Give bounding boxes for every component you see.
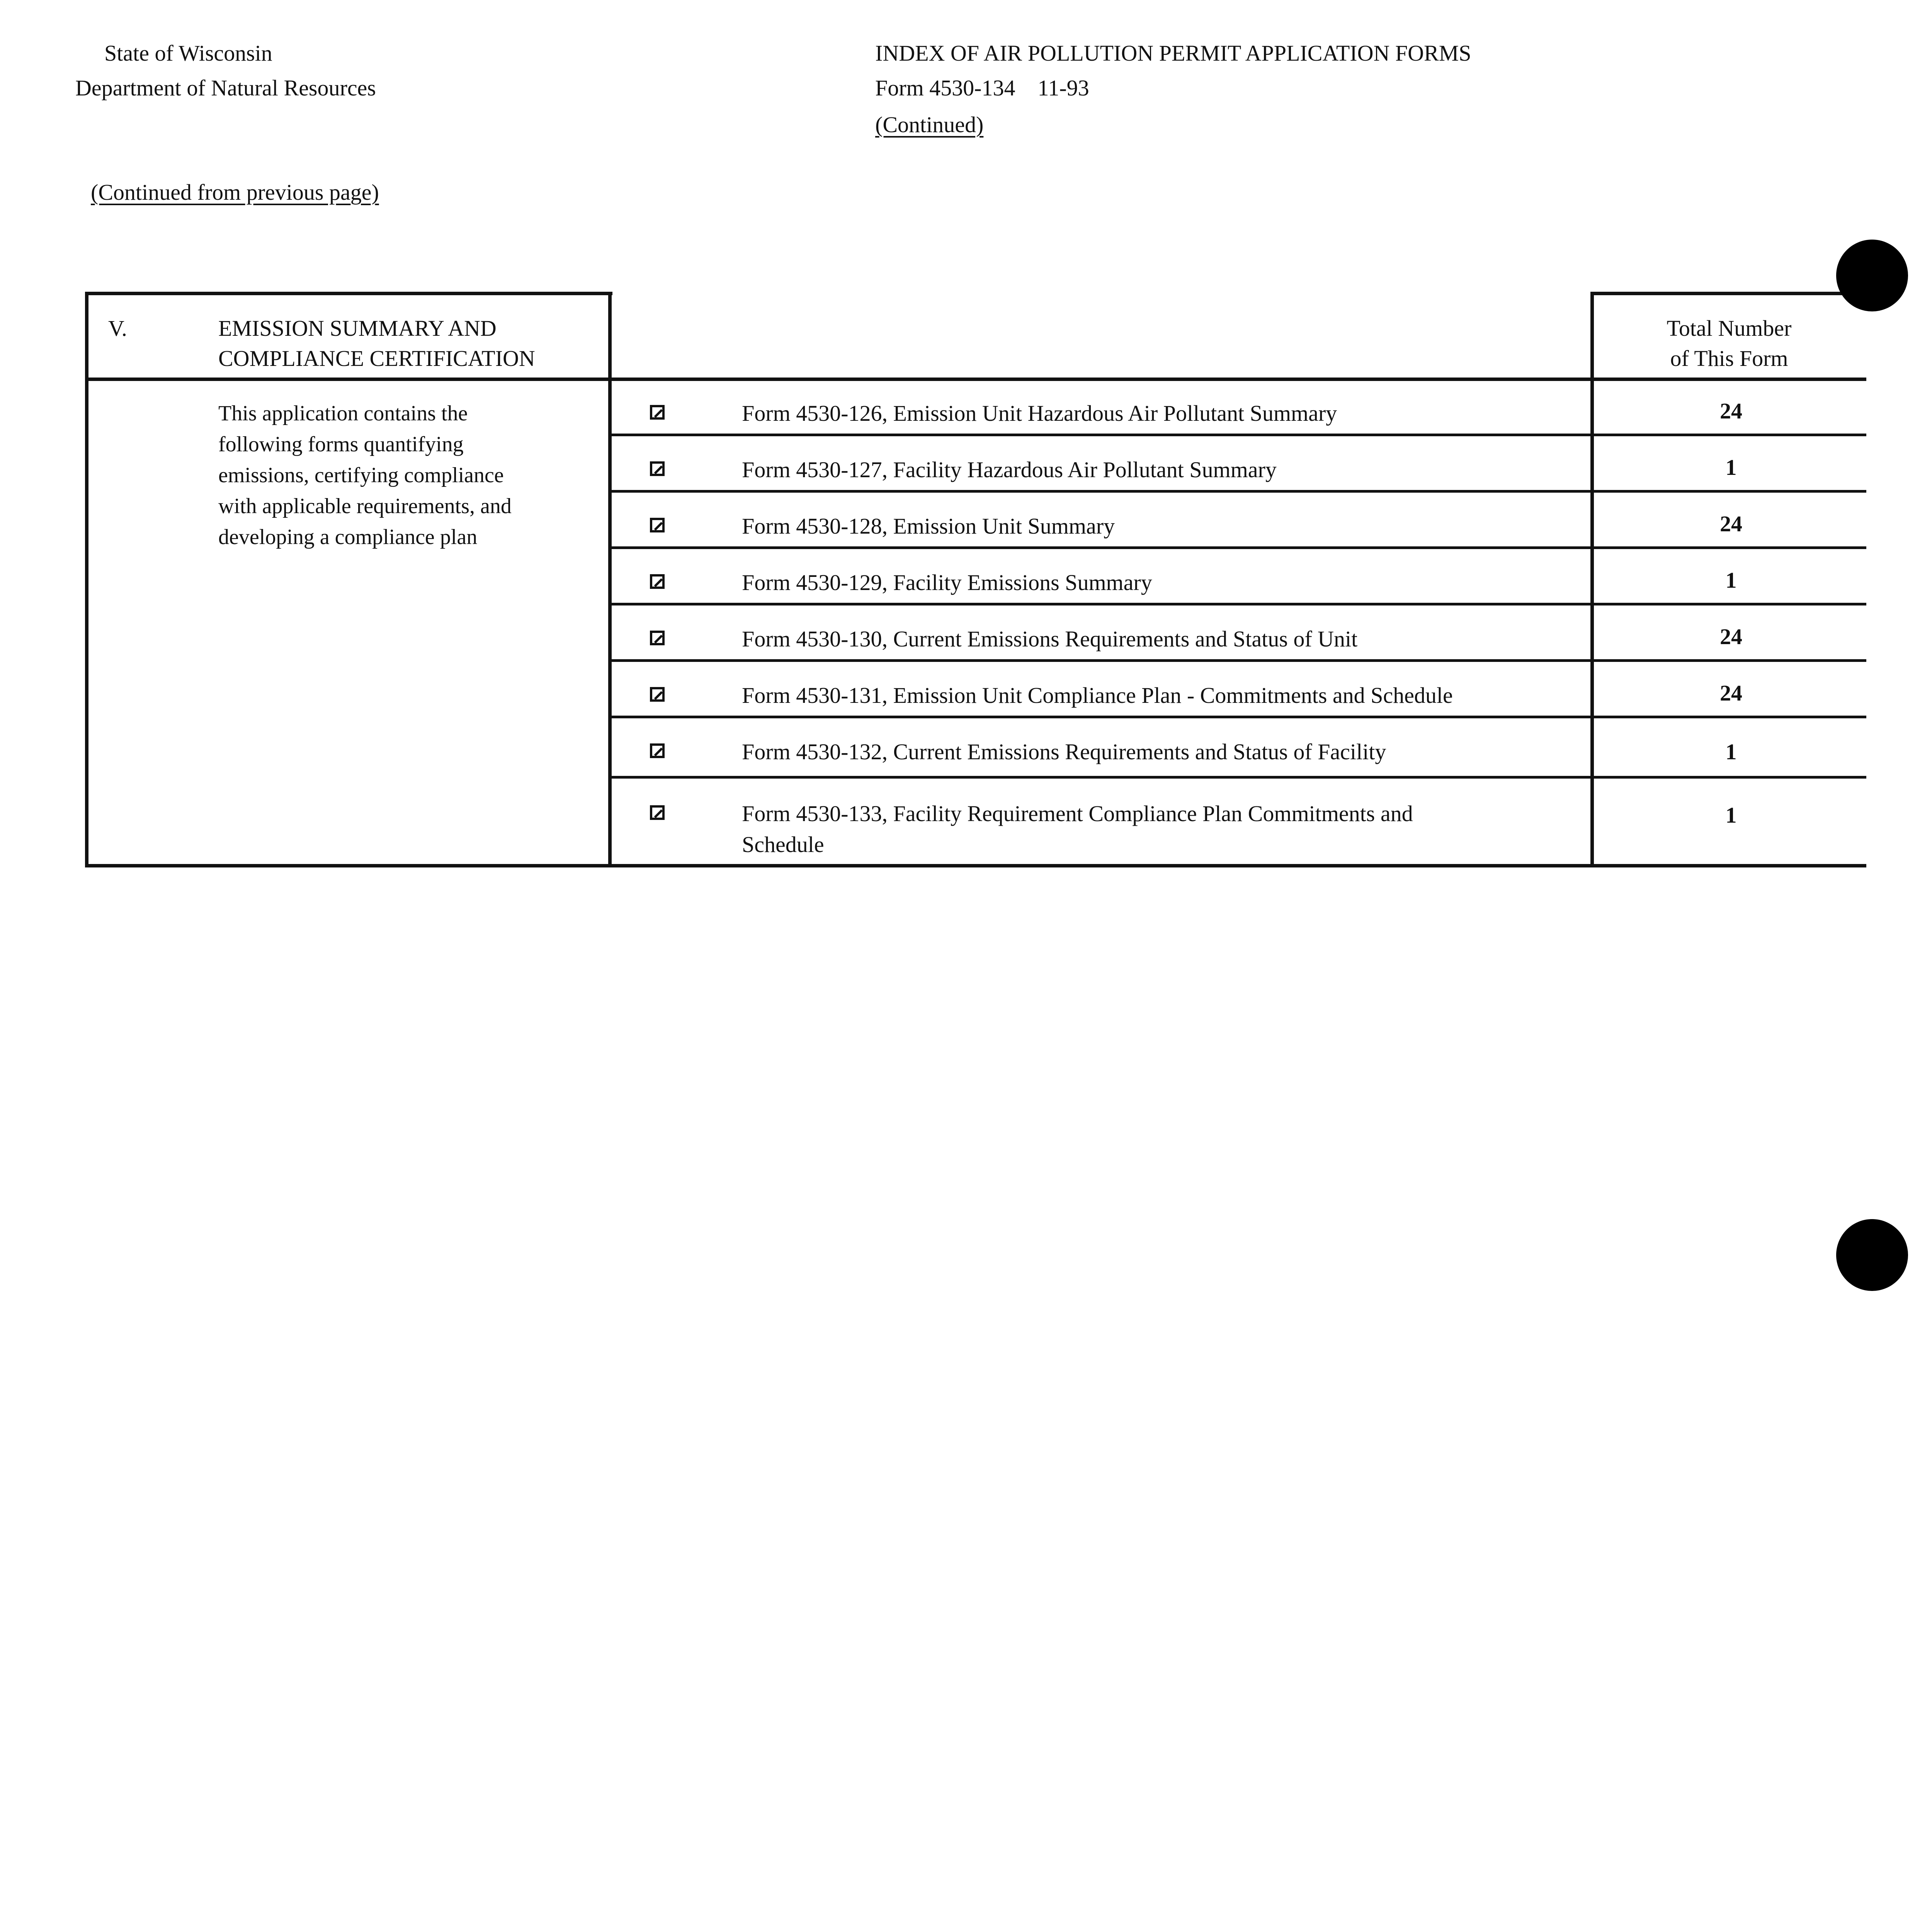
form-label: Form 4530-128, Emission Unit Summary bbox=[742, 514, 1115, 539]
checkbox-checked[interactable] bbox=[650, 687, 665, 702]
count-header-line2: of This Form bbox=[1670, 346, 1788, 371]
form-label: Form 4530-126, Emission Unit Hazardous Air Pollutant Summary bbox=[742, 401, 1337, 426]
description-line: developing a compliance plan bbox=[218, 525, 478, 549]
form-count: 1 bbox=[1725, 739, 1737, 764]
checkbox-checked[interactable] bbox=[650, 631, 665, 645]
checkbox-checked[interactable] bbox=[650, 405, 665, 420]
form-label: Form 4530-129, Facility Emissions Summary bbox=[742, 570, 1152, 595]
state-name: State of Wisconsin bbox=[104, 41, 272, 66]
form-count: 1 bbox=[1725, 568, 1737, 593]
checkbox-checked[interactable] bbox=[650, 574, 665, 589]
form-label: Form 4530-131, Emission Unit Compliance Plan - Commitments and Schedule bbox=[742, 683, 1453, 708]
document-title: INDEX OF AIR POLLUTION PERMIT APPLICATION FORMS bbox=[875, 41, 1471, 66]
section-title-line2: COMPLIANCE CERTIFICATION bbox=[218, 346, 535, 371]
binder-hole bbox=[1836, 1219, 1908, 1291]
form-count: 24 bbox=[1720, 680, 1742, 706]
section-title-line1: EMISSION SUMMARY AND bbox=[218, 316, 497, 341]
checkbox-checked[interactable] bbox=[650, 518, 665, 532]
count-header-line1: Total Number bbox=[1667, 316, 1792, 341]
form-count: 1 bbox=[1725, 803, 1737, 828]
form-count: 24 bbox=[1720, 398, 1742, 423]
form-label-continued: Schedule bbox=[742, 832, 824, 857]
form-count: 1 bbox=[1725, 455, 1737, 480]
form-number: Form 4530-134 11-93 bbox=[875, 75, 1089, 100]
form-count: 24 bbox=[1720, 624, 1742, 649]
binder-hole bbox=[1836, 240, 1908, 311]
form-label: Form 4530-127, Facility Hazardous Air Pollutant Summary bbox=[742, 457, 1277, 482]
form-label: Form 4530-132, Current Emissions Requirements and Status of Facility bbox=[742, 739, 1386, 764]
description-line: This application contains the bbox=[218, 401, 468, 425]
section-number: V. bbox=[108, 316, 127, 341]
form-label: Form 4530-133, Facility Requirement Compliance Plan Commitments and bbox=[742, 801, 1413, 826]
description-line: with applicable requirements, and bbox=[218, 494, 512, 518]
continued-from-label: (Continued from previous page) bbox=[91, 180, 379, 205]
department-name: Department of Natural Resources bbox=[75, 75, 376, 100]
form-label: Form 4530-130, Current Emissions Requirements and Status of Unit bbox=[742, 626, 1358, 651]
continued-label: (Continued) bbox=[875, 112, 984, 137]
form-count: 24 bbox=[1720, 511, 1742, 536]
checkbox-checked[interactable] bbox=[650, 743, 665, 758]
description-line: following forms quantifying bbox=[218, 432, 464, 456]
description-line: emissions, certifying compliance bbox=[218, 463, 504, 487]
checkbox-checked[interactable] bbox=[650, 461, 665, 476]
checkbox-checked[interactable] bbox=[650, 805, 665, 820]
